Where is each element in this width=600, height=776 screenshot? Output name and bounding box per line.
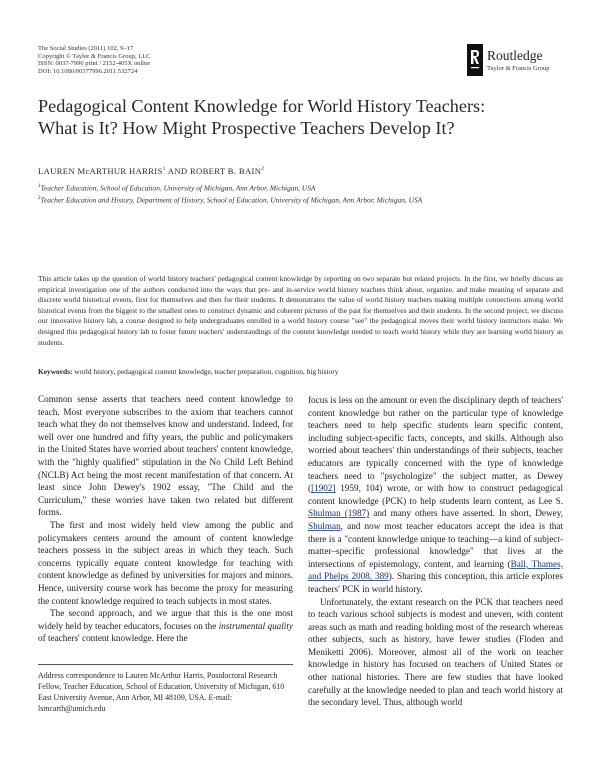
citation-link[interactable]: Shulman [308, 520, 341, 531]
body-paragraph: Unfortunately, the extant research on the PCK that teachers need to teach various school subjects is modest and uneven, with content areas such as math and reading holding most of the research whereas other subjects, such as history, have fewer studies (Floden and Meniketti 2006). Moreover, almost all of the work on teacher knowledge in history has focused on teachers of United States or other national histories. There are few studies that have looked carefully at the knowledge needed to plan and teach world history at the secondary level. Thus, although world [308, 596, 563, 708]
article-title [38, 95, 568, 139]
doi-line: DOI: 10.1080/00377996.2011.532724 [38, 67, 138, 75]
author-2-affiliation-mark: 2 [261, 166, 265, 173]
paragraph-text: of teachers' content knowledge. Here the [38, 633, 188, 644]
body-paragraph [308, 394, 563, 596]
author-list [38, 166, 264, 176]
keywords-text: world history, pedagogical content knowledge, teacher preparation, cognition, big history [72, 367, 339, 376]
paragraph-text: and many others have asserted. In short, Dewey, [369, 508, 563, 519]
publisher-name: Routledge [487, 48, 543, 63]
journal-citation: The Social Studies (2011) 102, 9–17 [38, 45, 134, 52]
author-1: LAUREN McARTHUR HARRIS [38, 166, 163, 176]
body-paragraph: Common sense asserts that teachers need content knowledge to teach. Most everyone subscribes to the axiom that teachers cannot teach what they do not themselves know and understand. Indeed, for well over one hundred and fifty years, the public and policymakers in the United States have worried about teachers' content knowledge, with the "highly qualified" stipulation in the No Child Left Behind (NCLB) Act being the most recent manifestation of that concern. At least since John Dewey's 1902 essay, "The Child and the Curriculum," these worries have taken two related but different forms. [38, 394, 293, 518]
copyright-line: Copyright © Taylor & Francis Group, LLC [38, 52, 151, 60]
footnote-divider [38, 664, 293, 665]
abstract: This article takes up the question of world history teachers' pedagogical content knowledge by reporting on two separate but related projects. In the first, we briefly discuss an empirical investigation one of the authors conducted into the ways that pre- and in-service world history teachers think about, organize, and make meaning of separate and discrete world historical events, first for themselves and then for their students. It demonstrates the value of world history teachers making multiple connections among world historical events from the biggest to the smallest ones to construct dynamic and coherent pictures of the past for themselves and their students. In the second project, we discuss our innovative history lab, a course designed to help undergraduates enrolled in a world history course "see" the pedagogical moves their world history instructors make. We designed this pedagogical history lab to foster future teachers' understandings of the content knowledge needed to teach world history while they are learning world history as students. [38, 274, 563, 347]
affiliations [38, 182, 422, 206]
body-left-column [38, 393, 293, 645]
affiliation-1 [38, 182, 422, 194]
author-2: ROBERT B. BAIN [189, 166, 262, 176]
paragraph-text: The second approach, and we argue that this is the one most widely held by teacher educators, focuses on the [38, 608, 293, 631]
keywords [38, 367, 563, 376]
issn-line: ISSN: 0037-7996 print / 2152-405X online [38, 60, 151, 68]
affiliation-2 [38, 194, 422, 206]
author-1-affiliation-mark: 1 [162, 166, 166, 173]
routledge-logo-icon [467, 44, 483, 76]
affiliation-2-text: Teacher Education and History, Department of History, School of Education, University of Michigan, Ann Arbor, Michigan, USA [40, 195, 423, 205]
emphasis-text: instrumental quality [218, 620, 293, 631]
body-paragraph: The first and most widely held view among the public and policymakers centers around the amount of content knowledge teachers possess in the subject areas in which they teach. Such concerns typically equate content knowledge for teaching with content knowledge as defined by universities for majors and minors. Hence, university course work has become the proxy for measuring the content knowledge required to teach subjects in most states. [38, 519, 293, 606]
keywords-label: Keywords: [38, 367, 73, 376]
title-line-2: What is It? How Might Prospective Teachers Develop It? [38, 118, 455, 138]
title-line-1: Pedagogical Content Knowledge for World History Teachers: [38, 96, 486, 116]
citation-link[interactable]: Ball, Thames, and Phelps 2008, 389 [308, 558, 564, 582]
author-conjunction: AND [165, 166, 190, 176]
journal-metadata [38, 45, 151, 75]
affiliation-1-mark: 1 [38, 184, 41, 189]
publisher-subtitle: Taylor & Francis Group [487, 65, 550, 72]
paragraph-text: ). Sharing this conception, this article explores teachers' PCK in world history. [308, 571, 563, 594]
affiliation-2-mark: 2 [38, 195, 41, 201]
paragraph-text: focus is less on the amount or even the disciplinary depth of teachers' content knowledge but rather on the particular type of knowledge teachers need to help specific students learn specific content, including subject-specific facts, concepts, and skills. Although also worried about teachers' thin understandings of their subjects, teacher educators are typically concerned with the type of knowledge teachers need to "psychologize" the subject matter, as Dewey ( [308, 395, 563, 494]
affiliation-1-text: Teacher Education, School of Education, University of Michigan, Ann Arbor, Michigan, USA [40, 183, 316, 193]
publisher-logo [467, 44, 567, 76]
citation-link[interactable]: [1902] [311, 483, 336, 494]
body-paragraph [38, 607, 293, 645]
correspondence-footnote: Address correspondence to Lauren McArthur Harris, Postdoctoral Research Fellow, Teacher Education, School of Education, University of Michigan, 610 East University Avenue, Ann Arbor, MI 48109, USA. E-mail: lsmcarth@umich.edu [38, 671, 285, 713]
body-right-column [308, 394, 563, 709]
citation-link[interactable]: Shulman (1987) [308, 508, 370, 519]
paragraph-text: 1959, 104) wrote, or with how to construct pedagogical content knowledge (PCK) to help students learn content, as Lee S. [308, 483, 563, 506]
paragraph-text: , and now most teacher educators accept the idea is that there is a "content knowledge unique to teaching—a kind of subject-matter–specific professional knowledge" that lives at the intersections of epistemology, content, and learning ( [308, 520, 563, 569]
